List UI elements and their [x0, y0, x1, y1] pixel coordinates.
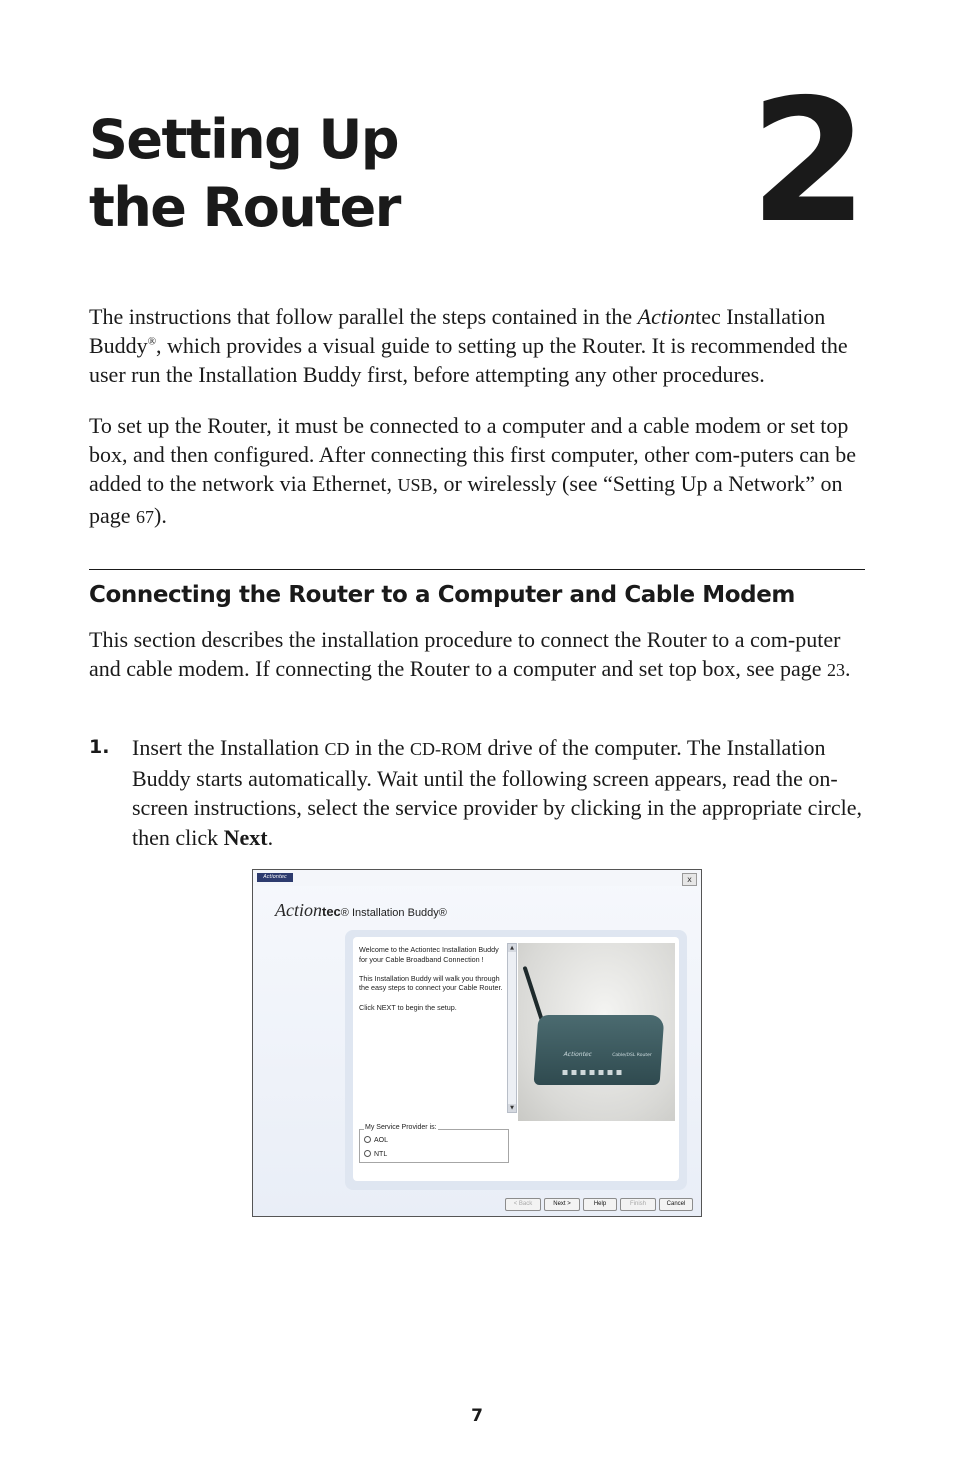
- router-body: [534, 1015, 665, 1085]
- intro-p1-text-c: , which provides a visual guide to setting up the Router. It is recommended the user run the Installation Buddy first, before attempting any other procedures.: [89, 333, 848, 388]
- welcome-message: Welcome to the Actiontec Installation Buddy for your Cable Broadband Connection ! This Installation Buddy will walk you through the easy steps to connect your Cable Router. Click NEXT to begin the setup.: [359, 945, 503, 1012]
- step-text: [132, 733, 872, 852]
- window-titlebar: [253, 870, 701, 886]
- intro-p2-page-ref: 67: [136, 506, 155, 527]
- intro-paragraph-2: [89, 411, 869, 532]
- router-leds: [562, 1070, 622, 1075]
- intro-p1-text-a: The instructions that follow parallel the steps contained in the: [89, 304, 638, 329]
- step-text-b: in the: [349, 735, 410, 760]
- next-button[interactable]: Next >: [544, 1198, 580, 1211]
- section-p-page-ref: 23: [826, 660, 845, 681]
- brand-tec: tec: [322, 904, 341, 919]
- message-scrollbar[interactable]: [507, 943, 517, 1113]
- chapter-title: [89, 106, 400, 242]
- service-provider-legend: My Service Provider is:: [365, 1124, 437, 1131]
- provider-option-label: AOL: [374, 1137, 389, 1144]
- intro-paragraph-1: [89, 302, 869, 390]
- intro-p2-usb: USB: [397, 475, 433, 496]
- actiontec-logo-small: Actiontec: [257, 873, 293, 882]
- scroll-down-icon[interactable]: ▼: [508, 1104, 516, 1112]
- intro-p2-text-a: To set up the Router, it must be connected to a computer and a cable modem or set top box, and then configured. After connecting this first computer, other com-puters can be added to the network via Ethernet,: [89, 413, 857, 497]
- content-panel: [345, 930, 687, 1190]
- step-number: 1.: [89, 736, 110, 758]
- cancel-button[interactable]: Cancel: [659, 1198, 693, 1211]
- radio-icon[interactable]: [364, 1150, 371, 1157]
- brand-action: Action: [275, 900, 322, 920]
- section-paragraph: [89, 625, 869, 685]
- chapter-number: 2: [749, 63, 862, 261]
- registered-mark: ®: [147, 335, 157, 348]
- brand-subtitle: ® Installation Buddy®: [340, 907, 447, 919]
- intro-p1-italic: Action: [637, 304, 696, 329]
- intro-p2-text-c: ).: [154, 502, 167, 528]
- section-heading: Connecting the Router to a Computer and Cable Modem: [89, 582, 795, 608]
- provider-option-ntl[interactable]: [364, 1150, 387, 1158]
- router-photo: [518, 943, 675, 1121]
- close-button[interactable]: x: [682, 873, 697, 886]
- step-text-d: .: [267, 824, 274, 850]
- chapter-title-line2: the Router: [89, 176, 400, 239]
- installation-buddy-screenshot: [252, 869, 702, 1217]
- finish-button[interactable]: Finish: [620, 1198, 656, 1211]
- provider-option-aol[interactable]: [364, 1136, 388, 1144]
- intro-p2-text-b: , or wirelessly (see “Setting Up a Network” on page: [89, 471, 843, 528]
- section-p-text-a: This section describes the installation procedure to connect the Router to a com-puter and cable modem. If connecting the Router to a computer and set top box, see page: [89, 627, 841, 682]
- router-brand-label: Actiontec: [563, 1051, 593, 1058]
- chapter-title-line1: Setting Up: [89, 108, 399, 171]
- service-provider-group: [359, 1124, 509, 1163]
- radio-icon[interactable]: [364, 1136, 371, 1143]
- intro-p1-text-b: tec Installation Buddy: [89, 304, 826, 359]
- provider-option-label: NTL: [374, 1151, 388, 1158]
- step-cd-rom: CD-ROM: [409, 739, 482, 759]
- scroll-up-icon[interactable]: ▲: [508, 944, 516, 952]
- installation-buddy-brand: [275, 900, 447, 921]
- step-text-c: drive of the computer. The Installation Buddy starts automatically. Wait until the following screen appears, read the on-screen instructions, select the service provider by clicking in the appropriate circle, then click: [132, 735, 862, 850]
- back-button[interactable]: < Back: [505, 1198, 541, 1211]
- router-model-label: Cable/DSL Router: [611, 1053, 652, 1058]
- section-p-text-b: .: [844, 656, 851, 682]
- wizard-buttons: [505, 1198, 693, 1210]
- step-next-bold: Next: [223, 824, 268, 850]
- content-panel-inner: [353, 937, 679, 1181]
- step-text-a: Insert the Installation: [132, 735, 325, 760]
- help-button[interactable]: Help: [583, 1198, 617, 1211]
- step-cd: CD: [324, 739, 350, 759]
- page-number: 7: [471, 1406, 483, 1426]
- section-divider: [89, 569, 865, 570]
